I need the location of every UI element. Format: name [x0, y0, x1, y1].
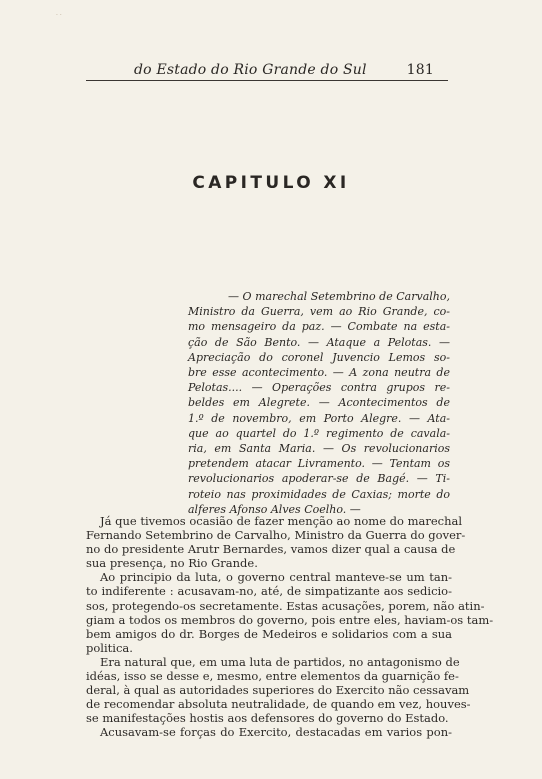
header-rule — [86, 80, 448, 81]
body-line: giam a todos os membros do governo, pois entre eles, haviam-os tam- — [86, 612, 494, 627]
body-line: politica. — [86, 640, 133, 655]
summary-line: bre esse acontecimento. — A zona neutra de — [188, 366, 450, 380]
summary-line: ção de São Bento. — Ataque a Pelotas. — — [188, 335, 450, 349]
body-line: no do presidente Arutr Bernardes, vamos dizer qual a causa de — [86, 542, 456, 557]
summary-line: Pelotas.... — Operações contra grupos re- — [188, 381, 450, 395]
page-speck: · · — [56, 12, 62, 19]
page-number: 181 — [406, 62, 434, 78]
summary-line: pretendem atacar Livramento. — Tentam os — [188, 457, 450, 471]
summary-line: Apreciação do coronel Juvencio Lemos so- — [188, 350, 450, 364]
body-line: sos, protegendo-os secretamente. Estas acusações, porem, não atin- — [86, 598, 485, 613]
summary-line: Ministro da Guerra, vem ao Rio Grande, co- — [188, 305, 450, 319]
body-line: deral, à qual as autoridades superiores do Exercito não cessavam — [86, 683, 470, 698]
body-text — [86, 514, 494, 740]
body-line: to indiferente : acusavam-no, até, de simpatizante aos sedicio- — [86, 584, 452, 599]
body-line: Ao principio da luta, o governo central manteve-se um tan- — [100, 570, 452, 585]
body-line: sua presença, no Rio Grande. — [86, 556, 258, 571]
summary-line: revolucionarios apoderar-se de Bagé. — Ti- — [188, 472, 450, 486]
body-line: de recomendar absoluta neutralidade, de quando em vez, houves- — [86, 697, 471, 712]
body-line: Acusavam-se forças do Exercito, destacadas em varios pon- — [100, 725, 452, 740]
chapter-title: CAPITULO XI — [192, 173, 350, 193]
body-line: bem amigos do dr. Borges de Medeiros e solidarios com a sua — [86, 626, 452, 641]
body-line: Fernando Setembrino de Carvalho, Ministro da Guerra do gover- — [86, 528, 466, 543]
running-head — [86, 60, 448, 80]
summary-line: alferes Afonso Alves Coelho. — — [188, 502, 361, 516]
body-line: Já que tivemos ocasião de fazer menção ao nome do marechal — [100, 514, 463, 528]
body-line: se manifestações hostis aos defensores do governo do Estado. — [86, 711, 449, 726]
summary-line: ria, em Santa Maria. — Os revolucionarios — [188, 442, 450, 456]
body-line: idéas, isso se desse e, mesmo, entre elementos da guarnição fe- — [86, 669, 459, 684]
summary-line: 1.º de novembro, em Porto Alegre. — Ata- — [188, 411, 450, 425]
body-line: Era natural que, em uma luta de partidos, no antagonismo de — [100, 654, 460, 669]
summary-line: — O marechal Setembrino de Carvalho, — [228, 290, 450, 303]
summary-line: beldes em Alegrete. — Acontecimentos de — [188, 396, 450, 410]
summary-line: que ao quartel do 1.º regimento de cavala- — [188, 426, 450, 440]
running-head-title: do Estado do Rio Grande do Sul — [134, 62, 367, 78]
summary-line: roteio nas proximidades de Caxias; morte do — [188, 487, 450, 501]
chapter-summary — [188, 289, 450, 517]
summary-line: mo mensageiro da paz. — Combate na esta- — [188, 320, 450, 334]
